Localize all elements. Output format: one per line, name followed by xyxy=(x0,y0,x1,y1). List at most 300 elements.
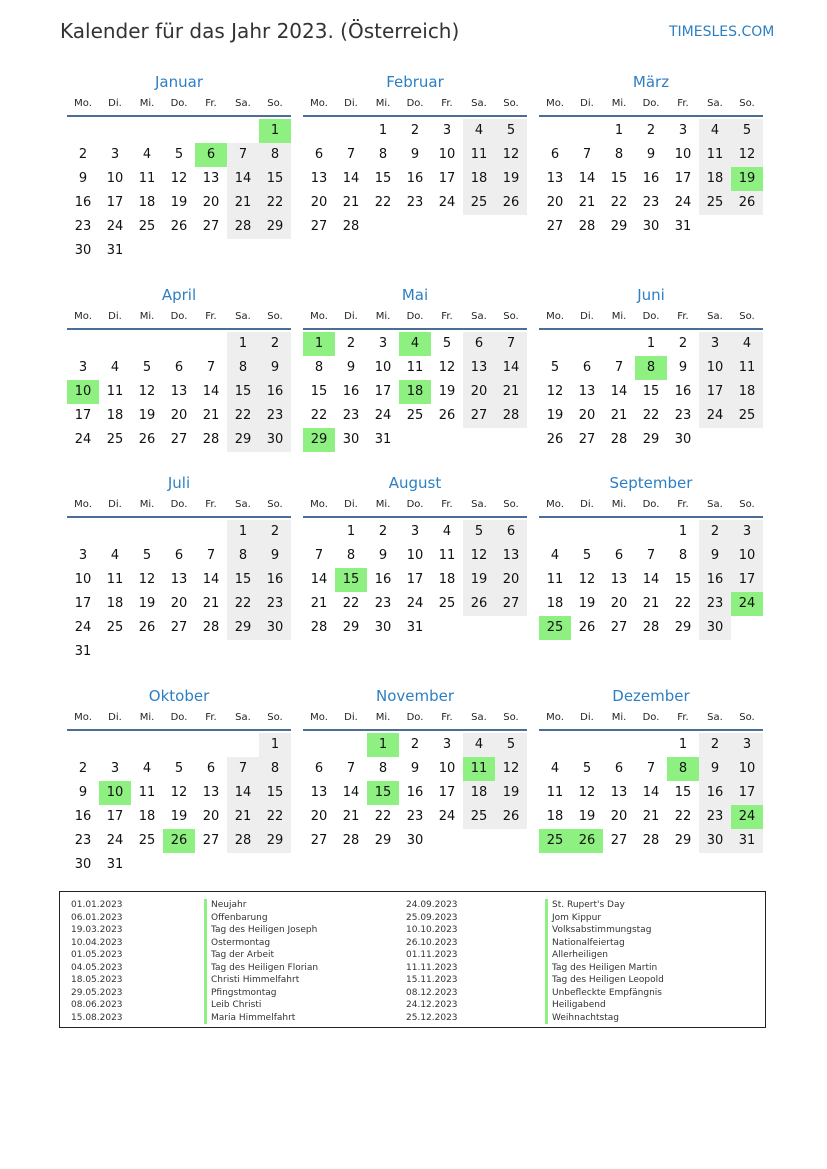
month-days xyxy=(303,733,527,853)
week-row xyxy=(67,805,291,829)
month-name: Februar xyxy=(386,73,444,91)
empty-day-cell xyxy=(163,640,195,664)
week-row xyxy=(539,356,763,380)
day-cell: 8 xyxy=(259,143,291,167)
holiday-day-cell: 11 xyxy=(463,757,495,781)
weekday-label: Mi. xyxy=(611,311,627,322)
day-cell: 27 xyxy=(578,432,596,447)
week-row xyxy=(539,616,763,640)
day-cell: 14 xyxy=(610,384,628,399)
empty-day-cell xyxy=(495,428,527,452)
day-cell: 14 xyxy=(227,781,259,805)
day-cell: 21 xyxy=(202,596,220,611)
day-cell: 26 xyxy=(138,620,156,635)
empty-day-cell xyxy=(539,733,571,757)
day-cell: 8 xyxy=(227,356,259,380)
day-cell: 30 xyxy=(699,616,731,640)
day-cell: 11 xyxy=(463,143,495,167)
empty-day-cell xyxy=(99,733,131,757)
holiday-name: Unbefleckte Empfängnis xyxy=(545,987,755,1000)
weekday-label: So. xyxy=(739,311,755,322)
month-juli xyxy=(67,472,291,664)
week-row xyxy=(67,829,291,853)
day-cell: 4 xyxy=(142,147,152,162)
day-cell: 6 xyxy=(463,332,495,356)
week-row xyxy=(67,404,291,428)
day-cell: 4 xyxy=(731,332,763,356)
empty-day-cell xyxy=(131,239,163,263)
empty-day-cell xyxy=(99,119,131,143)
day-cell: 8 xyxy=(378,147,388,162)
day-cell: 20 xyxy=(610,596,628,611)
day-cell: 12 xyxy=(138,572,156,587)
empty-day-cell xyxy=(635,733,667,757)
day-cell: 14 xyxy=(227,167,259,191)
day-cell: 22 xyxy=(674,596,692,611)
day-cell: 2 xyxy=(259,520,291,544)
day-cell: 8 xyxy=(614,147,624,162)
holiday-date: 06.01.2023 xyxy=(71,912,123,923)
holiday-date: 11.11.2023 xyxy=(406,962,458,973)
day-cell: 14 xyxy=(342,785,360,800)
day-cell: 17 xyxy=(731,568,763,592)
day-cell: 13 xyxy=(170,572,188,587)
day-cell: 1 xyxy=(614,123,624,138)
empty-day-cell xyxy=(99,640,131,664)
day-cell: 1 xyxy=(259,733,291,757)
weekday-header xyxy=(539,306,763,330)
day-cell: 1 xyxy=(646,336,656,351)
day-cell: 6 xyxy=(314,761,324,776)
day-cell: 18 xyxy=(138,195,156,210)
day-cell: 11 xyxy=(731,356,763,380)
day-cell: 23 xyxy=(699,805,731,829)
day-cell: 14 xyxy=(202,384,220,399)
day-cell: 19 xyxy=(495,167,527,191)
day-cell: 17 xyxy=(74,596,92,611)
day-cell: 19 xyxy=(438,384,456,399)
day-cell: 29 xyxy=(374,833,392,848)
empty-day-cell xyxy=(163,853,195,877)
day-cell: 29 xyxy=(259,215,291,239)
empty-day-cell xyxy=(195,733,227,757)
day-cell: 27 xyxy=(202,833,220,848)
day-cell: 19 xyxy=(578,809,596,824)
day-cell: 28 xyxy=(202,432,220,447)
day-cell: 9 xyxy=(410,147,420,162)
weekday-label: Sa. xyxy=(235,712,251,723)
weekday-label: Mo. xyxy=(546,311,564,322)
day-cell: 16 xyxy=(342,384,360,399)
holiday-name: Allerheiligen xyxy=(545,949,755,962)
week-row xyxy=(67,239,291,263)
empty-day-cell xyxy=(131,119,163,143)
day-cell: 18 xyxy=(106,408,124,423)
day-cell: 18 xyxy=(463,781,495,805)
day-cell: 27 xyxy=(495,592,527,616)
day-cell: 6 xyxy=(550,147,560,162)
weekday-label: So. xyxy=(739,499,755,510)
weekday-label: So. xyxy=(503,712,519,723)
day-cell: 29 xyxy=(642,432,660,447)
holiday-date: 04.05.2023 xyxy=(71,962,123,973)
holiday-date: 19.03.2023 xyxy=(71,925,123,935)
day-cell: 17 xyxy=(374,384,392,399)
day-cell: 27 xyxy=(610,833,628,848)
holiday-day-cell: 1 xyxy=(303,332,335,356)
week-row xyxy=(67,167,291,191)
holiday-day-cell: 10 xyxy=(99,781,131,805)
day-cell: 30 xyxy=(74,857,92,872)
weekday-label: Fr. xyxy=(205,311,217,322)
day-cell: 13 xyxy=(495,544,527,568)
week-row xyxy=(303,544,527,568)
holiday-date: 15.08.2023 xyxy=(71,1012,123,1023)
weekday-label: Mo. xyxy=(546,499,564,510)
day-cell: 8 xyxy=(259,757,291,781)
weekday-label: Do. xyxy=(406,98,424,109)
day-cell: 28 xyxy=(342,833,360,848)
weekday-label: Do. xyxy=(642,712,660,723)
day-cell: 11 xyxy=(699,143,731,167)
day-cell: 2 xyxy=(78,761,88,776)
empty-day-cell xyxy=(195,853,227,877)
day-cell: 28 xyxy=(342,219,360,234)
day-cell: 22 xyxy=(259,805,291,829)
weekday-label: Sa. xyxy=(235,499,251,510)
day-cell: 11 xyxy=(406,360,424,375)
day-cell: 2 xyxy=(699,733,731,757)
day-cell: 7 xyxy=(346,147,356,162)
day-cell: 12 xyxy=(546,384,564,399)
page-title: Kalender für das Jahr 2023. (Österreich) xyxy=(60,19,460,43)
week-row xyxy=(303,568,527,592)
day-cell: 12 xyxy=(495,757,527,781)
weekday-label: Fr. xyxy=(441,499,453,510)
month-januar xyxy=(67,71,291,263)
day-cell: 22 xyxy=(674,809,692,824)
week-row xyxy=(67,119,291,143)
day-cell: 2 xyxy=(346,336,356,351)
day-cell: 26 xyxy=(578,620,596,635)
weekday-label: Mo. xyxy=(310,712,328,723)
weekday-label: Do. xyxy=(406,712,424,723)
day-cell: 19 xyxy=(138,596,156,611)
day-cell: 18 xyxy=(106,596,124,611)
holiday-name: Christi Himmelfahrt xyxy=(204,974,394,987)
day-cell: 5 xyxy=(442,336,452,351)
day-cell: 21 xyxy=(227,805,259,829)
week-row xyxy=(539,428,763,452)
day-cell: 3 xyxy=(442,123,452,138)
day-cell: 21 xyxy=(227,191,259,215)
day-cell: 14 xyxy=(578,171,596,186)
week-row xyxy=(539,757,763,781)
holiday-name: Weihnachtstag xyxy=(545,1012,755,1025)
weekday-label: Fr. xyxy=(677,712,689,723)
day-cell: 21 xyxy=(610,408,628,423)
day-cell: 23 xyxy=(259,404,291,428)
day-cell: 1 xyxy=(346,524,356,539)
day-cell: 5 xyxy=(174,147,184,162)
day-cell: 12 xyxy=(731,143,763,167)
week-row xyxy=(67,592,291,616)
weekday-label: Mo. xyxy=(546,98,564,109)
month-days xyxy=(539,520,763,640)
weekday-label: Sa. xyxy=(235,311,251,322)
holiday-dates-col-1 xyxy=(71,899,201,1024)
month-days xyxy=(67,119,291,263)
holiday-names-col-1 xyxy=(204,899,394,1024)
empty-day-cell xyxy=(731,616,763,640)
day-cell: 15 xyxy=(259,781,291,805)
empty-day-cell xyxy=(227,853,259,877)
month-days xyxy=(539,733,763,853)
day-cell: 21 xyxy=(495,380,527,404)
day-cell: 25 xyxy=(438,596,456,611)
weekday-label: Di. xyxy=(108,98,122,109)
day-cell: 11 xyxy=(546,572,564,587)
weekday-label: Do. xyxy=(642,499,660,510)
weekday-label: Di. xyxy=(580,311,594,322)
day-cell: 4 xyxy=(463,119,495,143)
day-cell: 8 xyxy=(227,544,259,568)
day-cell: 5 xyxy=(731,119,763,143)
day-cell: 13 xyxy=(202,785,220,800)
month-name: März xyxy=(632,73,670,91)
empty-day-cell xyxy=(495,215,527,239)
holiday-date: 24.09.2023 xyxy=(406,900,458,910)
day-cell: 19 xyxy=(546,408,564,423)
week-row xyxy=(539,380,763,404)
day-cell: 1 xyxy=(678,524,688,539)
day-cell: 30 xyxy=(259,616,291,640)
day-cell: 20 xyxy=(202,195,220,210)
week-row xyxy=(539,215,763,239)
day-cell: 5 xyxy=(463,520,495,544)
day-cell: 10 xyxy=(406,548,424,563)
weekday-label: Mi. xyxy=(611,98,627,109)
weekday-label: Do. xyxy=(406,311,424,322)
day-cell: 14 xyxy=(495,356,527,380)
empty-day-cell xyxy=(731,215,763,239)
empty-day-cell xyxy=(227,239,259,263)
weekday-label: Do. xyxy=(170,712,188,723)
week-row xyxy=(67,332,291,356)
week-row xyxy=(303,332,527,356)
day-cell: 26 xyxy=(463,592,495,616)
holiday-day-cell: 19 xyxy=(731,167,763,191)
day-cell: 26 xyxy=(495,805,527,829)
empty-day-cell xyxy=(195,640,227,664)
day-cell: 7 xyxy=(614,360,624,375)
day-cell: 29 xyxy=(674,620,692,635)
weekday-label: Mi. xyxy=(375,499,391,510)
month-name: August xyxy=(388,474,442,492)
day-cell: 5 xyxy=(550,360,560,375)
empty-day-cell xyxy=(163,733,195,757)
day-cell: 15 xyxy=(227,380,259,404)
day-cell: 18 xyxy=(138,809,156,824)
day-cell: 12 xyxy=(578,785,596,800)
day-cell: 6 xyxy=(174,360,184,375)
day-cell: 5 xyxy=(174,761,184,776)
day-cell: 13 xyxy=(546,171,564,186)
day-cell: 29 xyxy=(342,620,360,635)
day-cell: 5 xyxy=(142,360,152,375)
week-row xyxy=(303,380,527,404)
day-cell: 13 xyxy=(610,572,628,587)
month-name: Dezember xyxy=(612,687,690,705)
day-cell: 17 xyxy=(674,171,692,186)
empty-day-cell xyxy=(131,520,163,544)
holiday-day-cell: 29 xyxy=(303,428,335,452)
holiday-name: Volksabstimmungstag xyxy=(545,924,755,937)
week-row xyxy=(539,191,763,215)
weekday-label: Di. xyxy=(344,311,358,322)
month-april xyxy=(67,284,291,452)
holiday-day-cell: 8 xyxy=(667,757,699,781)
day-cell: 11 xyxy=(106,572,124,587)
day-cell: 9 xyxy=(699,544,731,568)
empty-day-cell xyxy=(699,428,731,452)
week-row xyxy=(67,428,291,452)
day-cell: 18 xyxy=(731,380,763,404)
day-cell: 6 xyxy=(614,761,624,776)
week-row xyxy=(67,853,291,877)
day-cell: 16 xyxy=(259,380,291,404)
weekday-label: Sa. xyxy=(471,98,487,109)
holiday-day-cell: 4 xyxy=(399,332,431,356)
empty-day-cell xyxy=(195,119,227,143)
weekday-label: Fr. xyxy=(205,499,217,510)
month-mai xyxy=(303,284,527,452)
week-row xyxy=(303,404,527,428)
month-oktober xyxy=(67,685,291,877)
day-cell: 10 xyxy=(731,544,763,568)
day-cell: 4 xyxy=(699,119,731,143)
day-cell: 2 xyxy=(410,123,420,138)
weekday-label: Sa. xyxy=(707,712,723,723)
day-cell: 4 xyxy=(442,524,452,539)
weekday-label: Mi. xyxy=(611,712,627,723)
day-cell: 17 xyxy=(106,809,124,824)
day-cell: 12 xyxy=(438,360,456,375)
holiday-name: Tag des Heiligen Joseph xyxy=(204,924,394,937)
holiday-date: 08.12.2023 xyxy=(406,987,458,998)
day-cell: 3 xyxy=(110,761,120,776)
day-cell: 15 xyxy=(610,171,628,186)
day-cell: 27 xyxy=(202,219,220,234)
day-cell: 24 xyxy=(699,404,731,428)
weekday-label: Fr. xyxy=(441,712,453,723)
day-cell: 8 xyxy=(346,548,356,563)
day-cell: 28 xyxy=(202,620,220,635)
day-cell: 19 xyxy=(170,195,188,210)
weekday-header xyxy=(67,707,291,731)
day-cell: 20 xyxy=(170,408,188,423)
empty-day-cell xyxy=(303,520,335,544)
day-cell: 18 xyxy=(546,596,564,611)
day-cell: 6 xyxy=(314,147,324,162)
day-cell: 16 xyxy=(374,572,392,587)
week-row xyxy=(67,640,291,664)
month-name: Mai xyxy=(401,286,429,304)
week-row xyxy=(67,215,291,239)
day-cell: 30 xyxy=(674,432,692,447)
empty-day-cell xyxy=(463,428,495,452)
day-cell: 5 xyxy=(495,733,527,757)
day-cell: 24 xyxy=(674,195,692,210)
empty-day-cell xyxy=(67,119,99,143)
week-row xyxy=(303,119,527,143)
holiday-name: Tag der Arbeit xyxy=(204,949,394,962)
day-cell: 16 xyxy=(74,195,92,210)
day-cell: 24 xyxy=(74,432,92,447)
day-cell: 25 xyxy=(138,833,156,848)
day-cell: 9 xyxy=(78,785,88,800)
day-cell: 29 xyxy=(674,833,692,848)
empty-day-cell xyxy=(495,829,527,853)
day-cell: 11 xyxy=(546,785,564,800)
holiday-day-cell: 15 xyxy=(335,568,367,592)
brand-link[interactable]: TIMESLES.COM xyxy=(669,24,775,40)
day-cell: 23 xyxy=(74,219,92,234)
weekday-header xyxy=(539,494,763,518)
month-name: April xyxy=(161,286,197,304)
day-cell: 8 xyxy=(678,548,688,563)
month-name: Oktober xyxy=(148,687,210,705)
day-cell: 25 xyxy=(406,408,424,423)
day-cell: 20 xyxy=(310,195,328,210)
week-row xyxy=(539,781,763,805)
day-cell: 2 xyxy=(410,737,420,752)
day-cell: 8 xyxy=(378,761,388,776)
day-cell: 21 xyxy=(578,195,596,210)
day-cell: 30 xyxy=(406,833,424,848)
day-cell: 24 xyxy=(438,809,456,824)
day-cell: 4 xyxy=(142,761,152,776)
day-cell: 14 xyxy=(202,572,220,587)
month-days xyxy=(67,520,291,664)
day-cell: 3 xyxy=(410,524,420,539)
day-cell: 21 xyxy=(642,809,660,824)
day-cell: 7 xyxy=(582,147,592,162)
day-cell: 31 xyxy=(731,829,763,853)
day-cell: 4 xyxy=(110,548,120,563)
day-cell: 15 xyxy=(374,171,392,186)
weekday-label: Mo. xyxy=(74,311,92,322)
day-cell: 6 xyxy=(495,520,527,544)
day-cell: 27 xyxy=(170,620,188,635)
month-name: Januar xyxy=(155,73,203,91)
week-row xyxy=(303,757,527,781)
empty-day-cell xyxy=(195,520,227,544)
empty-day-cell xyxy=(539,119,571,143)
day-cell: 27 xyxy=(546,219,564,234)
holiday-day-cell: 18 xyxy=(399,380,431,404)
day-cell: 30 xyxy=(342,432,360,447)
day-cell: 12 xyxy=(578,572,596,587)
empty-day-cell xyxy=(635,520,667,544)
day-cell: 6 xyxy=(206,761,216,776)
weekday-label: Mi. xyxy=(139,499,155,510)
holiday-name: St. Rupert's Day xyxy=(545,899,755,912)
weekday-label: Mo. xyxy=(74,712,92,723)
day-cell: 16 xyxy=(406,785,424,800)
day-cell: 13 xyxy=(310,785,328,800)
day-cell: 9 xyxy=(78,171,88,186)
